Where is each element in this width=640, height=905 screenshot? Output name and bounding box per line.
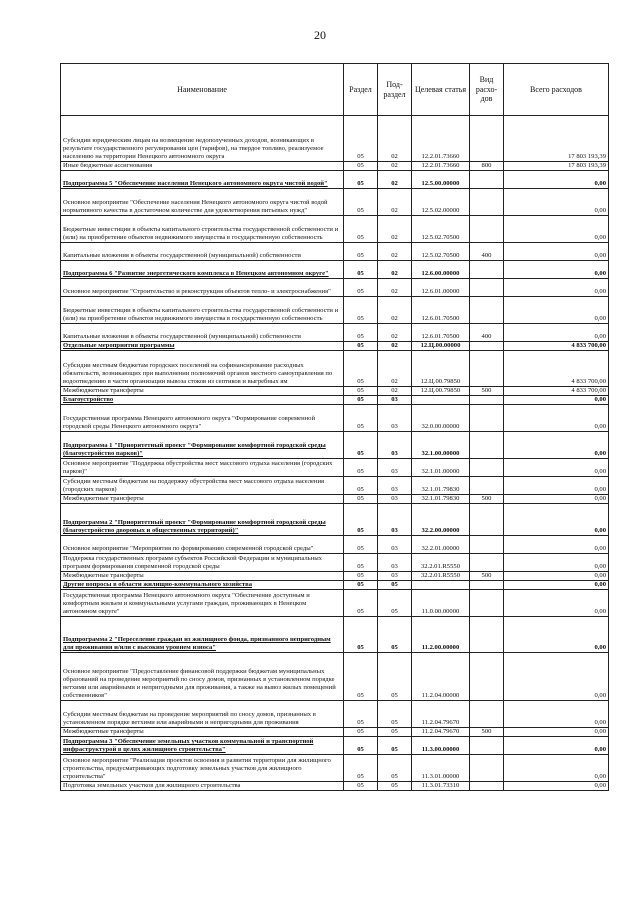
cell-total: 0,00 <box>504 279 609 297</box>
cell-target: 12.5.02.70500 <box>412 243 470 261</box>
cell-subsection: 02 <box>378 387 412 396</box>
cell-subsection: 05 <box>378 653 412 701</box>
cell-name <box>61 396 344 405</box>
cell-kind <box>470 581 504 590</box>
row-name-text: Отдельные мероприятия программы <box>63 342 175 350</box>
cell-section: 05 <box>344 728 378 737</box>
cell-total: 0,00 <box>504 504 609 536</box>
cell-subsection: 03 <box>378 405 412 432</box>
cell-name <box>61 432 344 459</box>
cell-kind <box>470 701 504 728</box>
cell-target: 32.2.01.R5550 <box>412 554 470 572</box>
cell-kind <box>470 116 504 162</box>
cell-section: 05 <box>344 504 378 536</box>
cell-kind <box>470 351 504 387</box>
cell-kind <box>470 536 504 554</box>
cell-kind <box>470 396 504 405</box>
cell-total: 0,00 <box>504 261 609 279</box>
cell-target: 32.1.00.00000 <box>412 432 470 459</box>
cell-subsection: 05 <box>378 755 412 782</box>
row-name-text: Межбюджетные трансферты <box>63 495 144 503</box>
cell-total: 0,00 <box>504 617 609 653</box>
cell-section: 05 <box>344 701 378 728</box>
cell-target: 12.6.01.00000 <box>412 279 470 297</box>
table-row <box>61 504 609 536</box>
cell-kind <box>470 189 504 216</box>
row-name-text: Иные бюджетные ассигнования <box>63 162 153 170</box>
cell-total: 4 833 700,00 <box>504 351 609 387</box>
cell-subsection: 05 <box>378 701 412 728</box>
table-row <box>61 782 609 791</box>
cell-total: 4 833 700,00 <box>504 342 609 351</box>
cell-section: 05 <box>344 189 378 216</box>
table-row <box>61 243 609 261</box>
cell-target: 12.6.01.70500 <box>412 297 470 324</box>
cell-name <box>61 701 344 728</box>
cell-name <box>61 782 344 791</box>
cell-kind <box>470 171 504 189</box>
cell-name <box>61 459 344 477</box>
cell-total: 0,00 <box>504 554 609 572</box>
cell-section: 05 <box>344 351 378 387</box>
cell-name <box>61 737 344 755</box>
cell-name <box>61 617 344 653</box>
row-name-text: Межбюджетные трансферты <box>63 572 144 580</box>
cell-name <box>61 342 344 351</box>
cell-subsection: 03 <box>378 504 412 536</box>
cell-total: 0,00 <box>504 477 609 495</box>
cell-kind <box>470 459 504 477</box>
cell-name <box>61 324 344 342</box>
cell-kind <box>470 432 504 459</box>
cell-target: 32.2.01.00000 <box>412 536 470 554</box>
table-row <box>61 653 609 701</box>
cell-target: 12.5.00.00000 <box>412 171 470 189</box>
cell-target: 32.2.00.00000 <box>412 504 470 536</box>
table-row <box>61 536 609 554</box>
cell-section: 05 <box>344 617 378 653</box>
cell-section: 05 <box>344 216 378 243</box>
table-row <box>61 162 609 171</box>
cell-target: 12.5.02.00000 <box>412 189 470 216</box>
cell-subsection: 02 <box>378 171 412 189</box>
cell-target: 12.2.01.73660 <box>412 162 470 171</box>
cell-name <box>61 495 344 504</box>
row-name-text: Бюджетные инвестиции в объекты капитального строительства государственной собственности и (или) на приобретение объектов недвижимого имущества в государственную собственность <box>63 307 339 323</box>
cell-target: 11.3.00.00000 <box>412 737 470 755</box>
table-row <box>61 171 609 189</box>
cell-target: 11.3.01.00000 <box>412 755 470 782</box>
cell-target <box>412 581 470 590</box>
table-row <box>61 590 609 617</box>
cell-target: 11.2.04.00000 <box>412 653 470 701</box>
cell-target: 32.2.01.R5550 <box>412 572 470 581</box>
row-name-text: Основное мероприятие "Реализация проектов освоения и развития территории для жилищного строительства, предусматривающих подготовку земельных участков для жилищного строительства" <box>63 757 331 781</box>
cell-name <box>61 297 344 324</box>
cell-target: 12.Ц.00.79850 <box>412 387 470 396</box>
cell-kind <box>470 477 504 495</box>
cell-subsection: 02 <box>378 297 412 324</box>
cell-kind <box>470 279 504 297</box>
cell-total: 0,00 <box>504 590 609 617</box>
table-row <box>61 495 609 504</box>
cell-target: 11.3.01.73310 <box>412 782 470 791</box>
row-name-text: Капитальные вложения в объекты государственной (муниципальной) собственности <box>63 252 301 260</box>
cell-subsection: 05 <box>378 728 412 737</box>
cell-subsection: 03 <box>378 477 412 495</box>
cell-total: 0,00 <box>504 396 609 405</box>
cell-section: 05 <box>344 459 378 477</box>
cell-total: 0,00 <box>504 701 609 728</box>
row-name-text: Подпрограмма 2 "Приоритетный проект "Формирование комфортной городской среды (благоустройство дворовых и общественных территорий)" <box>63 519 326 535</box>
cell-name <box>61 653 344 701</box>
cell-total: 0,00 <box>504 572 609 581</box>
header-kind: Вид расхо-дов <box>470 64 504 116</box>
cell-section: 05 <box>344 782 378 791</box>
table-row <box>61 116 609 162</box>
cell-section: 05 <box>344 405 378 432</box>
row-name-text: Поддержка государственных программ субъектов Российской Федерации и муниципальных программ формирования современной городской среды <box>63 555 322 571</box>
cell-name <box>61 581 344 590</box>
cell-subsection: 05 <box>378 590 412 617</box>
cell-name <box>61 728 344 737</box>
cell-kind <box>470 297 504 324</box>
cell-target: 11.2.04.79670 <box>412 701 470 728</box>
cell-kind <box>470 737 504 755</box>
cell-total: 0,00 <box>504 782 609 791</box>
cell-kind: 500 <box>470 728 504 737</box>
cell-section: 05 <box>344 554 378 572</box>
cell-subsection: 02 <box>378 261 412 279</box>
cell-subsection: 02 <box>378 116 412 162</box>
cell-section: 05 <box>344 297 378 324</box>
table-row <box>61 581 609 590</box>
table-row <box>61 477 609 495</box>
table-row <box>61 755 609 782</box>
cell-total: 0,00 <box>504 171 609 189</box>
cell-name <box>61 171 344 189</box>
cell-total: 0,00 <box>504 495 609 504</box>
cell-total: 0,00 <box>504 297 609 324</box>
table-row <box>61 189 609 216</box>
cell-total: 0,00 <box>504 432 609 459</box>
row-name-text: Подготовка земельных участков для жилищного строительства <box>63 782 241 790</box>
cell-name <box>61 243 344 261</box>
cell-target: 32.0.00.00000 <box>412 405 470 432</box>
cell-total: 0,00 <box>504 653 609 701</box>
cell-section: 05 <box>344 171 378 189</box>
cell-subsection: 02 <box>378 351 412 387</box>
cell-total: 17 803 193,39 <box>504 116 609 162</box>
cell-name <box>61 572 344 581</box>
row-name-text: Межбюджетные трансферты <box>63 728 144 736</box>
cell-subsection: 02 <box>378 243 412 261</box>
row-name-text: Бюджетные инвестиции в объекты капитального строительства государственной собственности и (или) на приобретение объектов недвижимого имущества в государственную собственность <box>63 226 339 242</box>
cell-section: 05 <box>344 581 378 590</box>
cell-target: 11.2.04.79670 <box>412 728 470 737</box>
cell-target: 12.2.01.73660 <box>412 116 470 162</box>
cell-subsection: 03 <box>378 554 412 572</box>
cell-name <box>61 116 344 162</box>
cell-name <box>61 477 344 495</box>
cell-kind <box>470 504 504 536</box>
table-row <box>61 728 609 737</box>
cell-name <box>61 755 344 782</box>
cell-name <box>61 536 344 554</box>
cell-target: 32.1.01.79830 <box>412 477 470 495</box>
cell-target: 12.6.01.70500 <box>412 324 470 342</box>
cell-target: 12.Ц.00.00000 <box>412 342 470 351</box>
cell-total: 0,00 <box>504 737 609 755</box>
cell-kind <box>470 755 504 782</box>
table-header-row <box>61 64 609 116</box>
table-row <box>61 351 609 387</box>
header-total: Всего расходов <box>504 64 609 116</box>
cell-section: 05 <box>344 536 378 554</box>
cell-kind <box>470 261 504 279</box>
cell-kind <box>470 653 504 701</box>
row-name-text: Основное мероприятие "Строительство и реконструкция объектов тепло- и электроснабжения" <box>63 288 331 296</box>
cell-section: 05 <box>344 342 378 351</box>
cell-total: 0,00 <box>504 216 609 243</box>
cell-target: 32.1.01.00000 <box>412 459 470 477</box>
cell-target <box>412 396 470 405</box>
table-row <box>61 701 609 728</box>
cell-section: 05 <box>344 261 378 279</box>
table-row <box>61 737 609 755</box>
cell-name <box>61 554 344 572</box>
cell-target: 12.Ц.00.79850 <box>412 351 470 387</box>
row-name-text: Субсидии местным бюджетам городских поселений на софинансирование расходных обязательств, возникающих при выполнении полномочий органов местного самоуправления по водоотведению в части организации вывоза стоков из септиков и выгребных ям <box>63 362 333 386</box>
cell-name <box>61 216 344 243</box>
cell-subsection: 03 <box>378 459 412 477</box>
cell-section: 05 <box>344 755 378 782</box>
cell-kind: 500 <box>470 495 504 504</box>
cell-kind <box>470 617 504 653</box>
cell-section: 05 <box>344 396 378 405</box>
cell-total: 0,00 <box>504 581 609 590</box>
row-name-text: Субсидии юридическим лицам на возмещение недополученных доходов, возникающих в результате государственного регулирования цен (тарифов), на твердое топливо, реализуемое населению на территории Ненецкого автономного округа <box>63 137 324 161</box>
cell-subsection: 02 <box>378 324 412 342</box>
row-name-text: Капитальные вложения в объекты государственной (муниципальной) собственности <box>63 333 301 341</box>
cell-section: 05 <box>344 162 378 171</box>
cell-name <box>61 405 344 432</box>
cell-section: 05 <box>344 432 378 459</box>
table-row <box>61 459 609 477</box>
row-name-text: Государственная программа Ненецкого автономного округа "Обеспечение доступным и комфортным жильем и коммунальными услугами граждан, проживающих в Ненецком автономном округе" <box>63 592 310 616</box>
cell-name <box>61 504 344 536</box>
cell-total: 4 833 700,00 <box>504 387 609 396</box>
table-row <box>61 572 609 581</box>
table-row <box>61 617 609 653</box>
header-section: Раздел <box>344 64 378 116</box>
table-row <box>61 279 609 297</box>
cell-name <box>61 590 344 617</box>
cell-target: 11.2.00.00000 <box>412 617 470 653</box>
cell-name <box>61 279 344 297</box>
table-row <box>61 554 609 572</box>
cell-section: 05 <box>344 737 378 755</box>
cell-total: 0,00 <box>504 243 609 261</box>
table-row <box>61 405 609 432</box>
cell-name <box>61 162 344 171</box>
cell-section: 05 <box>344 324 378 342</box>
table-row <box>61 324 609 342</box>
cell-section: 05 <box>344 653 378 701</box>
cell-target: 11.0.00.00000 <box>412 590 470 617</box>
table-row <box>61 342 609 351</box>
cell-subsection: 02 <box>378 189 412 216</box>
table-body <box>61 116 609 791</box>
row-name-text: Другие вопросы в области жилищно-коммунального хозяйства <box>63 581 253 589</box>
table-row <box>61 432 609 459</box>
row-name-text: Межбюджетные трансферты <box>63 387 144 395</box>
cell-subsection: 03 <box>378 572 412 581</box>
row-name-text: Подпрограмма 3 "Обеспечение земельных участков коммунальной и транспортной инфраструктурой в целях жилищного строительства" <box>63 738 314 754</box>
cell-total: 0,00 <box>504 324 609 342</box>
cell-kind <box>470 554 504 572</box>
table-row <box>61 297 609 324</box>
cell-total: 17 803 193,39 <box>504 162 609 171</box>
cell-subsection: 05 <box>378 617 412 653</box>
row-name-text: Основное мероприятие "Поддержка обустройства мест массового отдыха населения (городских парков)" <box>63 460 333 476</box>
cell-section: 05 <box>344 116 378 162</box>
cell-kind: 400 <box>470 243 504 261</box>
row-name-text: Основное мероприятие "Мероприятия по формированию современной городской среды" <box>63 545 314 553</box>
row-name-text: Подпрограмма 2 "Переселение граждан из жилищного фонда, признанного непригодным для проживания и/или с высоким уровнем износа" <box>63 636 331 652</box>
table-row <box>61 396 609 405</box>
cell-section: 05 <box>344 279 378 297</box>
row-name-text: Подпрограмма 5 "Обеспечение населения Ненецкого автономного округа чистой водой" <box>63 180 328 188</box>
cell-kind <box>470 342 504 351</box>
row-name-text: Благоустройство <box>63 396 114 404</box>
cell-name <box>61 387 344 396</box>
cell-name <box>61 351 344 387</box>
cell-kind <box>470 590 504 617</box>
cell-subsection: 03 <box>378 396 412 405</box>
cell-subsection: 05 <box>378 581 412 590</box>
cell-total: 0,00 <box>504 755 609 782</box>
cell-subsection: 02 <box>378 216 412 243</box>
cell-target: 32.1.01.79830 <box>412 495 470 504</box>
cell-kind: 800 <box>470 162 504 171</box>
cell-total: 0,00 <box>504 536 609 554</box>
cell-subsection: 02 <box>378 279 412 297</box>
cell-target: 12.6.00.00000 <box>412 261 470 279</box>
row-name-text: Субсидии местным бюджетам на проведение мероприятий по сносу домов, признанных в установленном порядке ветхими или аварийными и непригодными для проживания <box>63 711 316 727</box>
table-row <box>61 261 609 279</box>
cell-total: 0,00 <box>504 728 609 737</box>
row-name-text: Основное мероприятие "Предоставление финансовой поддержки бюджетам муниципальных образований на проведение мероприятий по сносу домов, признанных в установленном порядке ветхими или аварийными и непригодными для проживания, а также на вывоз жилых помещений собственников" <box>63 668 336 700</box>
cell-subsection: 03 <box>378 536 412 554</box>
cell-section: 05 <box>344 477 378 495</box>
cell-target: 12.5.02.70500 <box>412 216 470 243</box>
cell-subsection: 02 <box>378 342 412 351</box>
cell-name <box>61 261 344 279</box>
header-name: Наименование <box>61 64 344 116</box>
row-name-text: Подпрограмма 1 "Приоритетный проект "Формирование комфортной городской среды (благоустройство парков)" <box>63 442 326 458</box>
cell-section: 05 <box>344 387 378 396</box>
cell-kind <box>470 405 504 432</box>
table-row <box>61 216 609 243</box>
cell-kind: 500 <box>470 387 504 396</box>
cell-kind <box>470 782 504 791</box>
table-row <box>61 387 609 396</box>
cell-subsection: 05 <box>378 782 412 791</box>
cell-subsection: 02 <box>378 162 412 171</box>
row-name-text: Государственная программа Ненецкого автономного округа "Формирование современной городской среды Ненецкого автономного округа" <box>63 415 315 431</box>
cell-subsection: 05 <box>378 737 412 755</box>
row-name-text: Основное мероприятие "Обеспечение населения Ненецкого автономного округа чистой водой нормативного качества в достаточном количестве для удовлетворения питьевых нужд" <box>63 199 328 215</box>
cell-kind: 500 <box>470 572 504 581</box>
cell-total: 0,00 <box>504 405 609 432</box>
page-number: 20 <box>314 28 326 42</box>
header-target: Целевая статья <box>412 64 470 116</box>
row-name-text: Подпрограмма 6 "Развитие энергетического комплекса в Ненецком автономном округе" <box>63 270 329 278</box>
cell-section: 05 <box>344 243 378 261</box>
cell-total: 0,00 <box>504 189 609 216</box>
cell-kind: 400 <box>470 324 504 342</box>
cell-kind <box>470 216 504 243</box>
cell-section: 05 <box>344 590 378 617</box>
row-name-text: Субсидии местным бюджетам на поддержку обустройства мест массового отдыха населения (городских парков) <box>63 478 325 494</box>
cell-section: 05 <box>344 495 378 504</box>
cell-section: 05 <box>344 572 378 581</box>
budget-table <box>60 63 609 791</box>
cell-subsection: 03 <box>378 495 412 504</box>
header-subsection: Под-раздел <box>378 64 412 116</box>
cell-subsection: 03 <box>378 432 412 459</box>
cell-total: 0,00 <box>504 459 609 477</box>
cell-name <box>61 189 344 216</box>
